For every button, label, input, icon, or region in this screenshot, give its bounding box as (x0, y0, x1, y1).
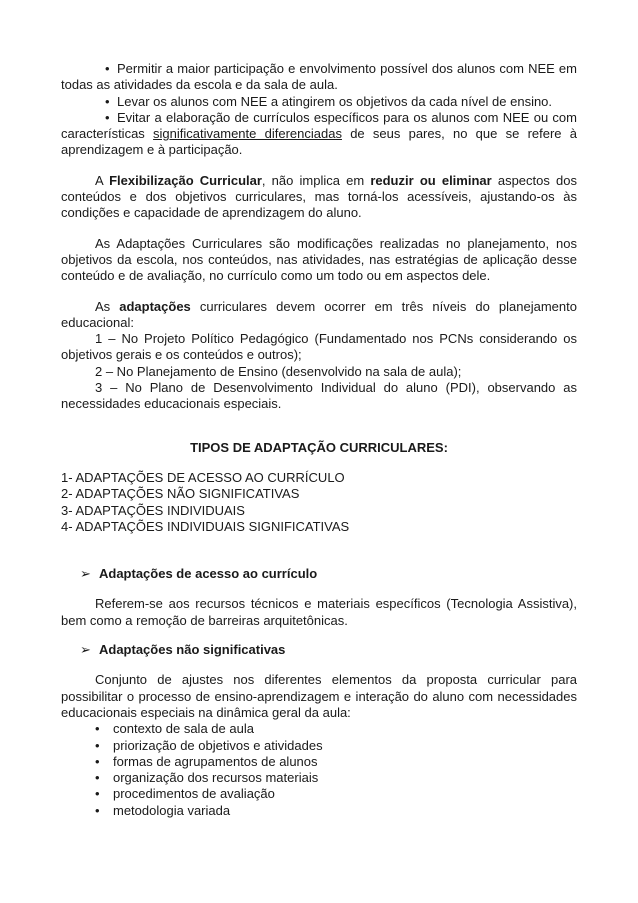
paragraph-niveis: As adaptações curriculares devem ocorrer em três níveis do planejamento educacional: (61, 298, 577, 330)
list-item: • metodologia variada (95, 802, 231, 818)
bullet-icon: • (95, 786, 100, 802)
bullet-icon: • (95, 721, 100, 737)
paragraph-acesso: Referem-se aos recursos técnicos e materiais específicos (Tecnologia Assistiva), bem como a remoção de barreiras arquitetônicas. (61, 596, 577, 628)
bullet-icon: • (95, 737, 100, 753)
bullet-icon: • (105, 61, 110, 76)
type-item-4: 4- ADAPTAÇÕES INDIVIDUAIS SIGNIFICATIVAS (61, 518, 350, 534)
type-item-1: 1- ADAPTAÇÕES DE ACESSO AO CURRÍCULO (61, 469, 345, 485)
bullet-item-1: • Permitir a maior participação e envolvimento possível dos alunos com NEE em todas as atividades da escola e da sala de aula. (61, 61, 577, 93)
level-item-1: 1 – No Projeto Político Pedagógico (Fundamentado nos PCNs considerando os objetivos gerais e os conteúdos e outros); (61, 331, 577, 363)
list-item: • priorização de objetivos e atividades (95, 737, 323, 753)
arrow-bullet-icon: ➢ (80, 642, 91, 658)
bullet-icon: • (105, 109, 110, 125)
list-item: • formas de agrupamentos de alunos (95, 753, 318, 769)
arrow-bullet-icon: ➢ (80, 566, 91, 582)
bullet-icon: • (95, 802, 100, 818)
bullet-item-3: • Evitar a elaboração de currículos específicos para os alunos com NEE ou com características significativamente diferenciadas de seus pares, no que se refere à aprendizagem e à participação. (61, 109, 577, 158)
bullet-item-2: • Levar os alunos com NEE a atingirem os objetivos da cada nível de ensino. (105, 93, 553, 109)
type-item-3: 3- ADAPTAÇÕES INDIVIDUAIS (61, 502, 245, 518)
section-title-tipos: TIPOS DE ADAPTAÇÃO CURRICULARES: (190, 439, 448, 455)
list-item: • procedimentos de avaliação (95, 786, 275, 802)
bullet-icon: • (95, 753, 100, 769)
subsection-heading-acesso: ➢ Adaptações de acesso ao currículo (80, 566, 318, 582)
list-item: • contexto de sala de aula (95, 721, 254, 737)
paragraph-nao-significativas: Conjunto de ajustes nos diferentes elementos da proposta curricular para possibilitar o processo de ensino-aprendizagem e interação do aluno com necessidades educacionais especiais na dinâmica geral da aula: (61, 672, 577, 720)
bullet-icon: • (95, 770, 100, 786)
underlined-text: significativamente diferenciadas (153, 126, 342, 142)
level-item-2: 2 – No Planejamento de Ensino (desenvolvido na sala de aula); (95, 363, 462, 379)
paragraph-adaptacoes: As Adaptações Curriculares são modificações realizadas no planejamento, nos objetivos da escola, nos conteúdos, nas atividades, nas estratégias de aplicação desse conteúdo e de avaliação, no currículo como um todo ou em aspectos dele. (61, 235, 577, 284)
subsection-heading-nao-significativas: ➢ Adaptações não significativas (80, 642, 286, 658)
level-item-3: 3 – No Plano de Desenvolvimento Individual do aluno (PDI), observando as necessidades educacionais especiais. (61, 380, 577, 412)
type-item-2: 2- ADAPTAÇÕES NÃO SIGNIFICATIVAS (61, 486, 300, 502)
list-item: • organização dos recursos materiais (95, 770, 319, 786)
bullet-icon: • (105, 93, 110, 109)
paragraph-flexibilizacao: A Flexibilização Curricular, não implica em reduzir ou eliminar aspectos dos conteúdos e dos objetivos curriculares, mas torná-los acessíveis, ajustando-os às condições e capacidade de aprendizagem do aluno. (61, 172, 577, 221)
